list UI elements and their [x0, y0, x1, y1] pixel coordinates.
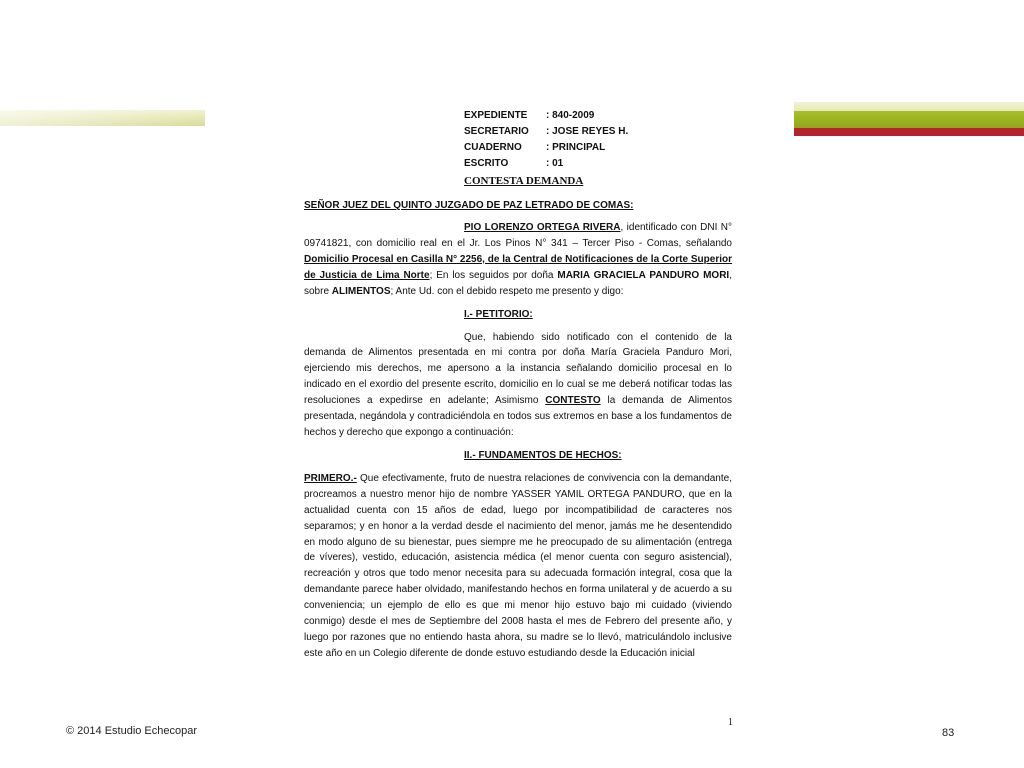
header-key: ESCRITO [464, 158, 509, 169]
bar-stripe-red [794, 128, 1024, 136]
primero-paragraph [304, 471, 732, 662]
header-row-cuaderno [464, 140, 732, 156]
header-value: : 840-2009 [546, 110, 595, 121]
intro-text-4: ; Ante Ud. con el debido respeto me presento y digo: [390, 285, 624, 297]
petitorio-text-2: la demanda de Alimentos presentada, negándola y contradiciéndola en todos sus extremos en base a los fundamentos de hechos y derecho que expongo a continuación: [304, 395, 732, 438]
slide-number: 83 [942, 727, 955, 739]
plaintiff-name: MARIA GRACIELA PANDURO MORI [557, 269, 730, 281]
intro-text-2: ; En los seguidos por doña [429, 269, 558, 281]
intro-text-1: , identificado con DNI N° 09741821, con domicilio real en el Jr. Los Pinos N° 341 – Tercer Piso - Comas, señalando [304, 222, 732, 249]
legal-document [304, 108, 732, 662]
header-value: : PRINCIPAL [546, 142, 606, 153]
matter: ALIMENTOS [331, 285, 391, 297]
intro-text-3: , sobre [304, 269, 732, 297]
header-key: CUADERNO [464, 142, 522, 153]
section-title-petitorio: I.- PETITORIO: [464, 308, 533, 320]
document-title: CONTESTA DEMANDA [464, 175, 584, 187]
defendant-name: PIO LORENZO ORTEGA RIVERA [464, 222, 621, 233]
addressee: SEÑOR JUEZ DEL QUINTO JUZGADO DE PAZ LETRADO DE COMAS: [304, 200, 634, 211]
primero-label: PRIMERO.- [304, 472, 357, 484]
procedural-domicile: Domicilio Procesal en Casilla N° 2256, de la Central de Notificaciones de la Corte Superior de Justicia de Lima Norte [304, 253, 732, 281]
document-page-number: 1 [728, 717, 733, 728]
petitorio-paragraph [304, 330, 732, 441]
decorative-bar-left [0, 110, 205, 126]
bar-stripe-green [794, 111, 1024, 128]
header-row-escrito [464, 156, 732, 172]
bar-stripe-pale [794, 102, 1024, 111]
header-key: SECRETARIO [464, 126, 529, 137]
header-value: : 01 [546, 158, 564, 169]
primero-text: Que efectivamente, fruto de nuestra relaciones de convivencia con la demandante, procreamos a nuestro menor hijo de nombre YASSER YAMIL ORTEGA PANDURO, que en la actualidad cuenta con 15 años de edad, luego por incompatibilidad de caracteres nos separamos; y en honor a la verdad desde el nacimiento del menor, jamás me he desentendido en modo alguno de su bienestar, pues siempre me he preocupado de su alimentación (entrega de víveres), vestido, educación, asistencia médica (el menor cuenta con seguro asistencial), recreación y otros que todo menor necesita para su adecuada formación integral, cosa que la demandante parece haber olvidado, manifestando hechos en forma unilateral y de acuerdo a su conveniencia; un ejemplo de ello es que mi menor hijo estuvo bajo mi cuidado (viviendo conmigo) desde el mes de Septiembre del 2008 hasta el mes de Febrero del presente año, y luego por razones que no entiendo hasta ahora, su madre se lo llevó, matriculándolo inclusive este año en un Colegio diferente de donde estuvo estudiando desde la Educación inicial [304, 472, 732, 659]
header-row-expediente [464, 108, 732, 124]
header-row-secretario [464, 124, 732, 140]
decorative-bar-right [794, 102, 1024, 136]
petitorio-text-1: Que, habiendo sido notificado con el contenido de la demanda de Alimentos presentada en mi contra por doña María Graciela Panduro Mori, ejerciendo mis derechos, me apersono a la instancia señalando domicilio procesal en lo indicado en el exordio del presente escrito, domicilio en lo cual se me deberá notificar todas las resoluciones a expedirse en adelante; Asimismo [304, 331, 732, 407]
footer-copyright: © 2014 Estudio Echecopar [66, 725, 198, 737]
section-title-fundamentos: II.- FUNDAMENTOS DE HECHOS: [464, 449, 622, 461]
case-header [464, 108, 732, 190]
header-value: : JOSE REYES H. [546, 126, 629, 137]
keyword-contesto: CONTESTO [545, 395, 601, 407]
intro-paragraph [304, 220, 732, 300]
header-key: EXPEDIENTE [464, 110, 528, 121]
